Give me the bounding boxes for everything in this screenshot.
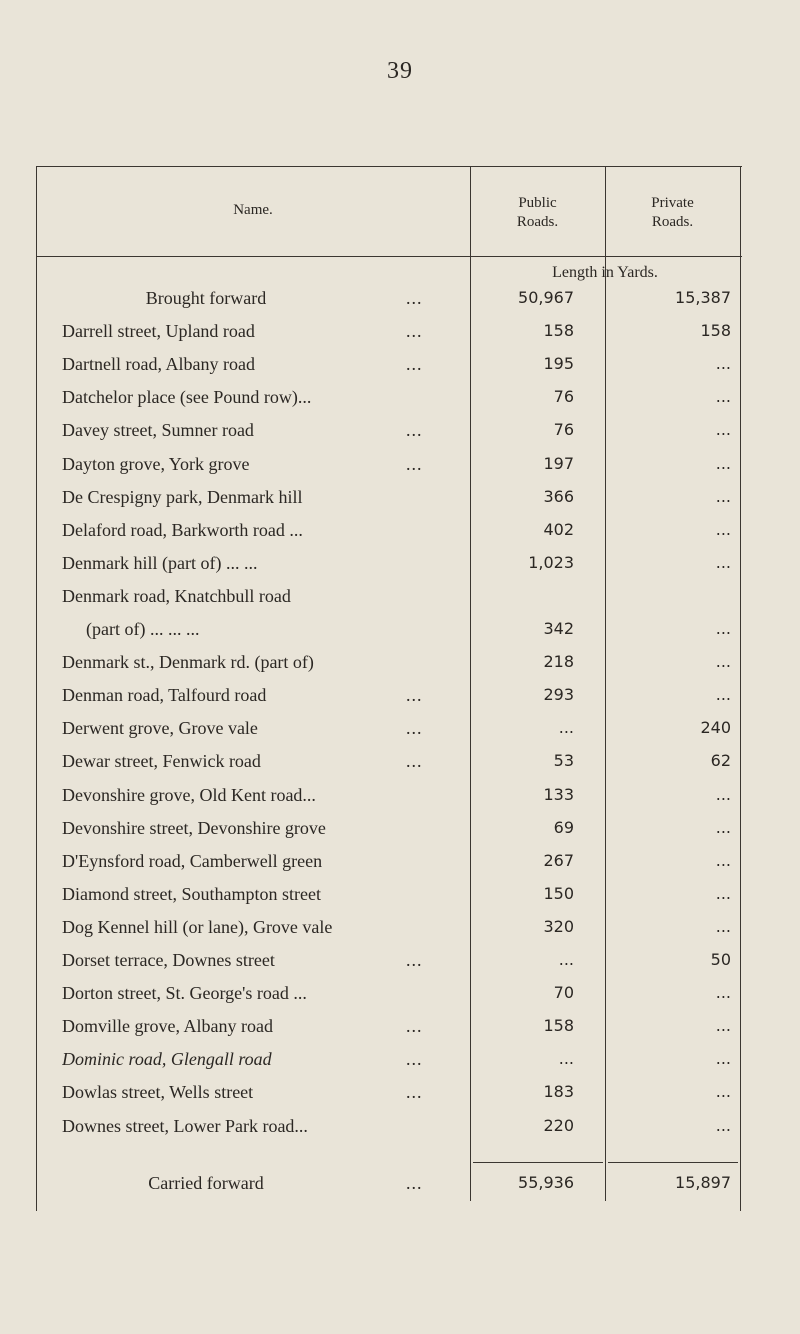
road-name: Dartnell road, Albany road — [62, 354, 255, 375]
table-row — [36, 549, 742, 577]
column-header-public-line1: Public — [518, 195, 557, 211]
private-roads-value: ... — [715, 1049, 731, 1069]
public-roads-value: ... — [558, 718, 574, 738]
private-roads-value: ... — [715, 652, 731, 672]
road-name: Diamond street, Southampton street — [62, 883, 321, 904]
road-name: Darrell street, Upland road — [62, 321, 255, 342]
table-row — [36, 1012, 742, 1040]
public-roads-value — [470, 582, 574, 610]
private-roads-value: 240 — [700, 718, 731, 738]
column-header-public — [470, 194, 605, 232]
table-row — [36, 582, 742, 610]
public-roads-value: 366 — [543, 486, 574, 506]
public-roads-value: 197 — [543, 453, 574, 473]
public-total-rule — [473, 1162, 603, 1163]
road-name: D'Eynsford road, Camberwell green — [62, 850, 323, 871]
road-name: (part of) ... ... ... — [86, 619, 200, 639]
private-roads-value: ... — [715, 916, 731, 936]
column-header-name: Name. — [233, 202, 273, 218]
column-header-private — [605, 194, 740, 232]
table-row — [36, 383, 742, 411]
unit-label: Length in Yards. — [552, 264, 658, 281]
table-row — [36, 681, 742, 709]
table-row — [36, 1078, 742, 1106]
private-roads-value: ... — [715, 354, 731, 374]
private-roads-value: ... — [715, 685, 731, 705]
road-name: Dewar street, Fenwick road — [62, 751, 261, 772]
table-row — [36, 781, 742, 809]
header-bottom-rule — [36, 256, 742, 257]
public-roads-value: ... — [558, 950, 574, 969]
table-row — [36, 450, 742, 478]
public-roads-value: 150 — [543, 883, 574, 903]
public-roads-value: 293 — [543, 685, 574, 705]
road-name: Dowlas street, Wells street — [62, 1082, 254, 1103]
table-row — [36, 880, 742, 908]
table-row — [36, 747, 742, 775]
table-row — [36, 946, 742, 974]
column-header-private-line2: Roads. — [651, 214, 694, 230]
public-roads-value: 267 — [543, 850, 574, 870]
public-roads-value: 320 — [543, 916, 574, 936]
table-row — [36, 847, 742, 875]
road-name: Domville grove, Albany road — [62, 1016, 273, 1037]
leader-dots: ... — [406, 453, 423, 474]
private-roads-value: 50 — [710, 950, 731, 969]
public-roads-value: 76 — [553, 387, 574, 407]
table-row — [36, 350, 742, 378]
table-row — [36, 979, 742, 1007]
road-name: Devonshire grove, Old Kent road... — [62, 784, 316, 805]
private-roads-value: ... — [715, 1082, 731, 1102]
private-roads-value: ... — [715, 817, 731, 837]
total-private: 15,897 — [675, 1173, 731, 1192]
private-roads-value: ... — [715, 387, 731, 407]
table-row — [36, 714, 742, 742]
leader-dots: ... — [406, 718, 423, 739]
private-roads-value: 62 — [710, 751, 731, 771]
total-public: 55,936 — [518, 1173, 574, 1192]
leader-dots: ... — [406, 321, 423, 342]
road-name: Datchelor place (see Pound row)... — [62, 387, 312, 408]
road-name: Delaford road, Barkworth road ... — [62, 519, 303, 540]
leader-dots: ... — [406, 950, 423, 970]
road-name: Dog Kennel hill (or lane), Grove vale — [62, 916, 333, 937]
leader-dots: ... — [406, 354, 423, 375]
table-row — [36, 516, 742, 544]
public-roads-value: 220 — [543, 1115, 574, 1135]
leader-dots: ... — [406, 751, 423, 772]
leader-dots: ... — [406, 1049, 423, 1070]
table-row — [36, 317, 742, 345]
public-roads-value: 70 — [553, 983, 574, 1003]
public-roads-value: ... — [558, 1049, 574, 1069]
public-roads-value: 53 — [553, 751, 574, 771]
column-header-private-line1: Private — [651, 195, 694, 211]
road-name: Derwent grove, Grove vale — [62, 718, 258, 739]
road-name: Devonshire street, Devonshire grove — [62, 817, 326, 838]
table-row — [36, 1112, 742, 1140]
private-roads-value: 15,387 — [675, 288, 731, 307]
road-name: Denmark st., Denmark rd. (part of) — [62, 652, 314, 673]
public-roads-value: 69 — [553, 817, 574, 837]
road-name: Brought forward — [145, 288, 267, 308]
public-roads-value: 218 — [543, 652, 574, 672]
total-label: Carried forward — [148, 1173, 264, 1193]
private-roads-value: ... — [715, 619, 731, 638]
road-name: De Crespigny park, Denmark hill — [62, 486, 303, 507]
total-row — [36, 1169, 742, 1197]
private-roads-value: ... — [715, 519, 731, 539]
private-roads-value — [605, 582, 731, 610]
private-roads-value: ... — [715, 453, 731, 473]
private-total-rule — [608, 1162, 738, 1163]
table-row — [36, 814, 742, 842]
table-row — [36, 615, 742, 643]
column-header-public-line2: Roads. — [516, 214, 559, 230]
private-roads-value: ... — [715, 552, 731, 572]
private-roads-value: ... — [715, 784, 731, 804]
table-row — [36, 483, 742, 511]
road-name: Denman road, Talfourd road — [62, 685, 267, 706]
public-roads-value: 133 — [543, 784, 574, 804]
public-roads-value: 183 — [543, 1082, 574, 1102]
public-roads-value: 158 — [543, 321, 574, 341]
private-roads-value: ... — [715, 850, 731, 870]
road-name: Denmark hill (part of) ... ... — [62, 552, 258, 573]
roads-table — [36, 166, 742, 1211]
road-name: Dominic road, Glengall road — [62, 1049, 272, 1070]
table-top-rule — [36, 166, 742, 167]
public-roads-value: 402 — [543, 519, 574, 539]
road-name: Denmark road, Knatchbull road — [62, 585, 291, 606]
private-roads-value: ... — [715, 883, 731, 903]
public-roads-value: 1,023 — [528, 552, 574, 572]
road-name: Downes street, Lower Park road... — [62, 1115, 308, 1136]
private-roads-value: ... — [715, 1016, 731, 1036]
page-number: 39 — [387, 58, 413, 84]
total-dots: ... — [406, 1173, 423, 1193]
public-roads-value: 342 — [543, 619, 574, 638]
public-roads-value: 50,967 — [518, 288, 574, 307]
road-name: Dorset terrace, Downes street — [62, 950, 275, 970]
table-row — [36, 416, 742, 444]
table-row — [36, 284, 742, 312]
road-name: Dayton grove, York grove — [62, 453, 250, 474]
leader-dots: ... — [406, 685, 423, 706]
table-row — [36, 1045, 742, 1073]
private-roads-value: 158 — [700, 321, 731, 341]
table-row — [36, 648, 742, 676]
private-roads-value: ... — [715, 486, 731, 506]
private-roads-value: ... — [715, 1115, 731, 1135]
road-name: Dorton street, St. George's road ... — [62, 983, 307, 1004]
leader-dots: ... — [406, 420, 423, 441]
road-name: Davey street, Sumner road — [62, 420, 254, 441]
public-roads-value: 195 — [543, 354, 574, 374]
leader-dots: ... — [406, 1016, 423, 1037]
public-roads-value: 76 — [553, 420, 574, 440]
leader-dots: ... — [406, 1082, 423, 1103]
public-roads-value: 158 — [543, 1016, 574, 1036]
private-roads-value: ... — [715, 983, 731, 1003]
leader-dots: ... — [406, 288, 423, 308]
private-roads-value: ... — [715, 420, 731, 440]
table-row — [36, 913, 742, 941]
